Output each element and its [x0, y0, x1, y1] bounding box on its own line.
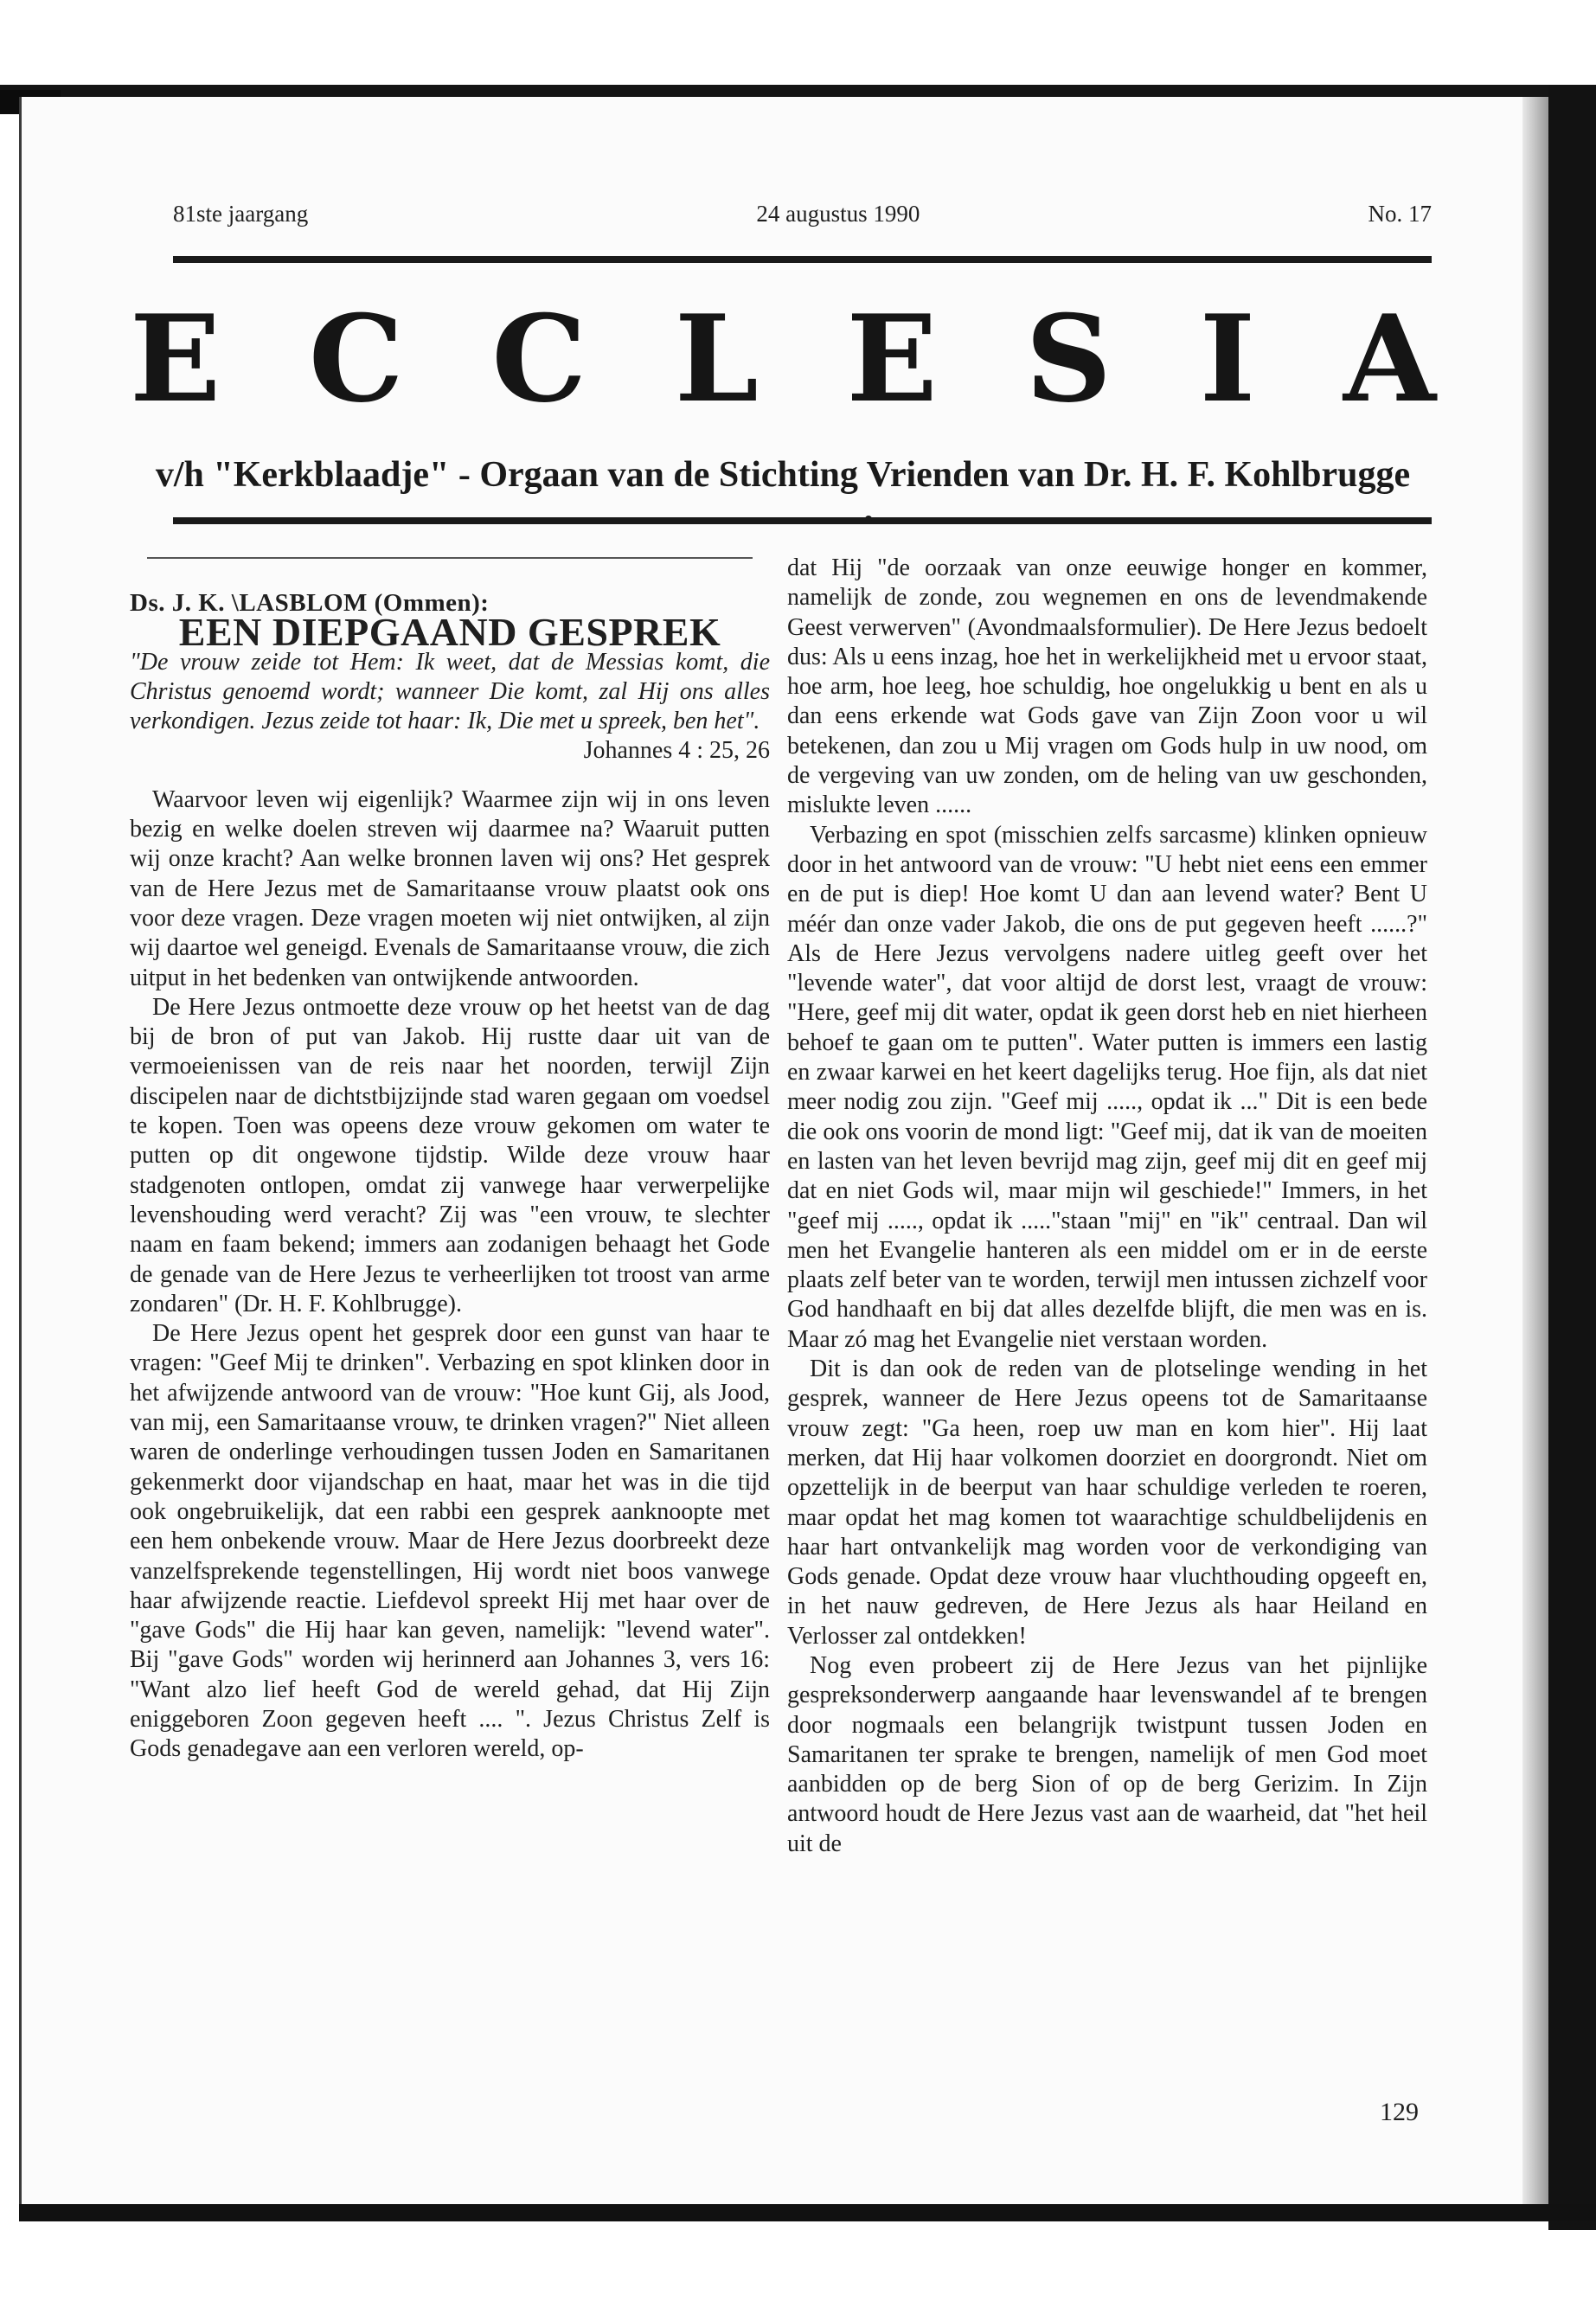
paragraph: Nog even probeert zij de Here Jezus van het pijnlijke gespreksonderwerp aangaande haar levenswandel af te brengen door nogmaals een belangrijk twistpunt tussen Joden en Samaritanen ter sprake te brengen, namelijk of men God moet aanbidden op de berg Sion of op de berg Gerizim. In Zijn antwoord houdt de Here Jezus vast aan de waarheid, dat "het heil uit de: [787, 1651, 1427, 1857]
scan-edge-top: [0, 85, 1596, 97]
rule-ornament: [865, 516, 872, 522]
masthead-subtitle: v/h "Kerkblaadje" - Orgaan van de Stichting Vrienden van Dr. H. F. Kohlbrugge: [155, 455, 1411, 495]
scan-edge-left: [19, 97, 22, 2208]
masthead-letter: C: [491, 288, 587, 429]
right-column: [787, 554, 1427, 1859]
paragraph: De Here Jezus ontmoette deze vrouw op het heetst van de dag bij de bron of put van Jakob. Hij rustte daar uit van de vermoeienissen van de reis naar het noorden, terwijl Zijn discipelen naar de dichtstbijzijnde stad waren gegaan om voedsel te kopen. Toen was opeens deze vrouw gekomen om water te putten op dit ongewone tijdstip. Wilde deze vrouw haar stadgenoten ontlopen, omdat zij vanwege haar verwerpelijke levenshouding werd veracht? Zij was "een vrouw, te slechter naam en faam bekend; immers aan zodanigen behaagt het Gode de genade van de Here Jezus te verheerlijken tot troost van arme zondaren" (Dr. H. F. Kohlbrugge).: [130, 993, 770, 1317]
article-title: EEN DIEPGAAND GESPREK: [178, 610, 721, 655]
epigraph-reference: Johannes 4 : 25, 26: [583, 737, 770, 765]
paragraph: Verbazing en spot (misschien zelfs sarcasme) klinken opnieuw door in het antwoord van de vrouw: "U hebt niet eens een emmer en de put is diep! Hoe komt U dan aan levend water? Bent U méér dan onze vader Jakob, die ons de put gegeven heeft ......?" Als de Here Jezus vervolgens nadere uitleg geeft over het "levende water", dat voor altijd de dorst lest, vraagt de vrouw: "Here, geef mij dit water, opdat ik geen dorst heb en niet hierheen behoef te gaan om te putten". Water putten is immers een lastig en zwaar karwei en het keert dagelijks terug. Hoe fijn, als dat niet meer nodig zou zijn. "Geef mij ....., opdat ik ..." Dit is een bede die ook ons voorin de mond ligt: "Geef mij, dat ik van de moeiten en lasten van het leven bevrijd mag zijn, geef mij dit en geef mij dat en niet Gods wil, maar mijn wil geschiede!" Immers, in het "geef mij ....., opdat ik ....."staan "mij" en "ik" centraal. Dan wil men het Evangelie hanteren als een middel om er in de eerste plaats zelf beter van te worden, terwijl men intussen zichzelf voor God handhaaft en bij dat alles dezelfde blijft, die men was en is. Maar zó mag het Evangelie niet verstaan worden.: [787, 821, 1427, 1353]
author-byline: Ds. J. K. \LASBLOM (Ommen):: [130, 589, 490, 617]
header-rule-top: [173, 256, 1432, 263]
issue-number: No. 17: [1368, 201, 1432, 227]
masthead-letter: A: [1343, 288, 1436, 429]
masthead-letter: E: [130, 288, 221, 429]
masthead-letter: I: [1199, 288, 1256, 429]
scan-page-stack: [1522, 97, 1548, 2221]
paragraph: Waarvoor leven wij eigenlijk? Waarmee zijn wij in ons leven bezig en welke doelen streven wij daarmee na? Waaruit putten wij onze kracht? Aan welke bronnen laven wij ons? Het gesprek van de Here Jezus met de Samaritaanse vrouw plaatst ook ons voor deze vragen. Deze vragen moeten wij niet ontwijken, al zijn wij daartoe wel geneigd. Evenals de Samaritaanse vrouw, die zich uitput in het bedenken van ontwijkende antwoorden.: [130, 785, 770, 991]
left-column: [130, 588, 770, 1765]
scan-edge-bottom: [19, 2204, 1596, 2221]
paragraph: Dit is dan ook de reden van de plotselinge wending in het gesprek, wanneer de Here Jezus opeens tot de Samaritaanse vrouw zegt: "Ga heen, roep uw man en kom hier". Hij laat merken, dat Hij haar volkomen doorziet en doorgrondt. Niet om opzettelijk in de beerput van haar schuldige verleden te roeren, maar opdat het mag komen tot waarachtige schuldbelijdenis en haar hart ontvankelijk mag worden voor de verkondiging van Gods genade. Opdat deze vrouw haar vluchthouding opgeeft en, in het nauw gedreven, de Here Jezus als haar Heiland en Verlosser zal ontdekken!: [787, 1356, 1427, 1650]
volume-label: 81ste jaargang: [173, 201, 309, 227]
page-number: 129: [1380, 2098, 1419, 2126]
issue-header: [173, 201, 1432, 235]
paragraph: De Here Jezus opent het gesprek door een gunst van haar te vragen: "Geef Mij te drinken". Verbazing en spot klinken door in het afwijzende antwoord van de vrouw: "Hoe kunt Gij, als Jood, van mij, een Samaritaanse vrouw, te drinken vragen?" Niet alleen waren de onderlinge verhoudingen tussen Joden en Samaritanen gekenmerkt door vijandschap en haat, maar het was in die tijd ook ongebruikelijk, dat een rabbi een gesprek aanknoopte met een hem onbekende vrouw. Maar de Here Jezus doorbreekt deze vanzelfsprekende tegenstellingen, Hij wordt niet boos vanwege haar afwijzende reactie. Liefdevol spreekt Hij met haar over de "gave Gods" die Hij haar kan geven, namelijk: "levend water". Bij "gave Gods" worden wij herinnerd aan Johannes 3, vers 16: "Want alzo lief heeft God de wereld gehad, dat Hij Zijn eniggeboren Zoon gegeven heeft .... ". Jezus Christus Zelf is Gods genadegave aan een verloren wereld, op-: [130, 1320, 770, 1763]
article-rule: [147, 557, 753, 559]
masthead-letter: L: [674, 288, 759, 429]
masthead-letter: S: [1025, 288, 1112, 429]
epigraph: "De vrouw zeide tot Hem: Ik weet, dat de Messias komt, die Christus genoemd wordt; wanneer Die komt, zal Hij ons alles verkondigen. Jezus zeide tot haar: Ik, Die met u spreek, ben het".: [130, 648, 770, 735]
issue-date: 24 augustus 1990: [756, 201, 920, 227]
paragraph: dat Hij "de oorzaak van onze eeuwige honger en kommer, namelijk de zonde, zou wegnemen en ons de levendmakende Geest verwerven" (Avondmaalsformulier). De Here Jezus bedoelt dus: Als u eens inzag, hoe het in werkelijkheid met u ervoor staat, hoe arm, hoe leeg, hoe schuldig, hoe ongelukkig u bent en als u dan eens erkende wat Gods gave van Zijn Zoon voor u wil betekenen, dan zou u Mij vragen om Gods hulp in uw nood, om de vergeving van uw zonden, om de heling van uw geschonden, mislukte leven ......: [787, 554, 1427, 819]
masthead-letter: E: [846, 288, 938, 429]
header-rule-bottom: [173, 517, 1432, 524]
masthead-title: [130, 285, 1436, 433]
scan-edge-right: [1548, 85, 1596, 2230]
masthead-letter: C: [308, 288, 404, 429]
